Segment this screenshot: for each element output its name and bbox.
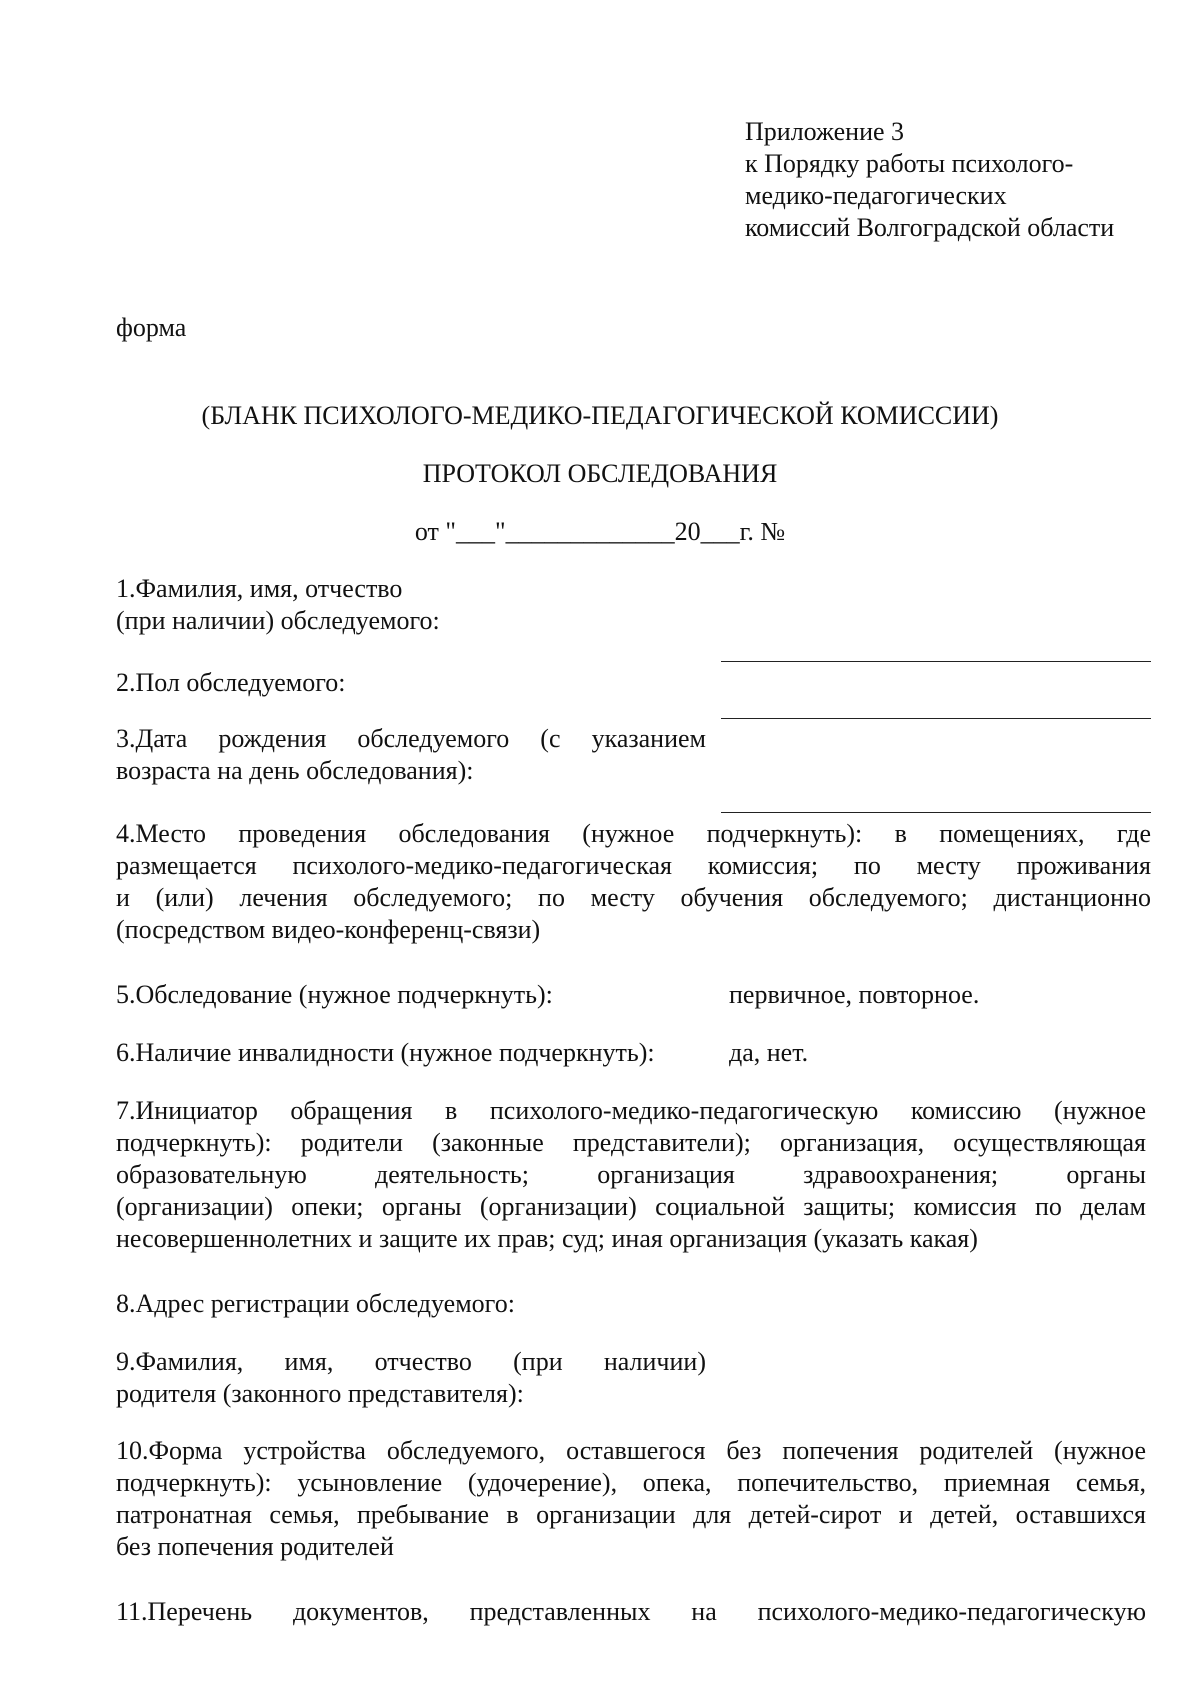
item-1-line-2: (при наличии) обследуемого: bbox=[116, 606, 440, 635]
item-8: 8.Адрес регистрации обследуемого: bbox=[116, 1289, 515, 1318]
item-5-value: первичное, повторное. bbox=[729, 980, 980, 1009]
item-7-line-1: 7.Инициатор обращения в психолого-медико-педагогическую комиссию (нужное bbox=[116, 1096, 1146, 1125]
item-1 bbox=[116, 573, 440, 637]
item-3 bbox=[116, 723, 706, 787]
item-9 bbox=[116, 1346, 706, 1410]
item-11-line-1: 11.Перечень документов, представленных на психолого-медико-педагогическую bbox=[116, 1597, 1146, 1626]
item-2-fill-line bbox=[721, 718, 1151, 719]
item-9-line-1: 9.Фамилия, имя, отчество (при наличии) bbox=[116, 1347, 706, 1376]
item-7 bbox=[116, 1095, 1146, 1255]
item-10-line-3: патронатная семья, пребывание в организации для детей-сирот и детей, оставшихся bbox=[116, 1500, 1146, 1529]
date-line: от "___"_____________20___г. № bbox=[414, 517, 786, 546]
item-7-line-2: подчеркнуть): родители (законные представители); организация, осуществляющая bbox=[116, 1128, 1146, 1157]
item-4-line-2: размещается психолого-медико-педагогическая комиссия; по месту проживания bbox=[116, 851, 1151, 880]
item-9-line-2: родителя (законного представителя): bbox=[116, 1379, 524, 1408]
item-6-label: 6.Наличие инвалидности (нужное подчеркнуть): bbox=[116, 1038, 655, 1067]
appendix-line-1: Приложение 3 bbox=[745, 117, 905, 146]
item-7-line-5: несовершеннолетних и защите их прав; суд; иная организация (указать какая) bbox=[116, 1224, 978, 1253]
item-4-line-4: (посредством видео-конференц-связи) bbox=[116, 915, 541, 944]
item-10-line-2: подчеркнуть): усыновление (удочерение), опека, попечительство, приемная семья, bbox=[116, 1468, 1146, 1497]
item-1-line-1: 1.Фамилия, имя, отчество bbox=[116, 574, 403, 603]
item-4-line-1: 4.Место проведения обследования (нужное подчеркнуть): в помещениях, где bbox=[116, 819, 1151, 848]
item-10-line-1: 10.Форма устройства обследуемого, оставшегося без попечения родителей (нужное bbox=[116, 1436, 1146, 1465]
item-1-fill-line bbox=[721, 661, 1151, 662]
appendix-line-2: к Порядку работы психолого- bbox=[745, 149, 1074, 178]
item-3-line-1: 3.Дата рождения обследуемого (с указанием bbox=[116, 724, 706, 753]
item-4-line-3: и (или) лечения обследуемого; по месту обучения обследуемого; дистанционно bbox=[116, 883, 1151, 912]
item-7-line-3: образовательную деятельность; организация здравоохранения; органы bbox=[116, 1160, 1146, 1189]
item-3-fill-line bbox=[721, 812, 1151, 813]
item-6-value: да, нет. bbox=[729, 1038, 809, 1067]
form-label: форма bbox=[116, 313, 187, 342]
protocol-title: ПРОТОКОЛ ОБСЛЕДОВАНИЯ bbox=[422, 459, 778, 488]
item-11 bbox=[116, 1596, 1146, 1628]
blank-title: (БЛАНК ПСИХОЛОГО-МЕДИКО-ПЕДАГОГИЧЕСКОЙ КОМИССИИ) bbox=[201, 401, 999, 430]
item-7-line-4: (организации) опеки; органы (организации) социальной защиты; комиссия по делам bbox=[116, 1192, 1146, 1221]
item-10-line-4: без попечения родителей bbox=[116, 1532, 394, 1561]
appendix-header bbox=[745, 116, 1185, 244]
appendix-line-3: медико-педагогических bbox=[745, 181, 1007, 210]
item-4 bbox=[116, 818, 1151, 946]
appendix-line-4: комиссий Волгоградской области bbox=[745, 213, 1115, 242]
item-5-label: 5.Обследование (нужное подчеркнуть): bbox=[116, 980, 553, 1009]
item-10 bbox=[116, 1435, 1146, 1563]
item-2: 2.Пол обследуемого: bbox=[116, 668, 346, 697]
item-3-line-2: возраста на день обследования): bbox=[116, 756, 474, 785]
